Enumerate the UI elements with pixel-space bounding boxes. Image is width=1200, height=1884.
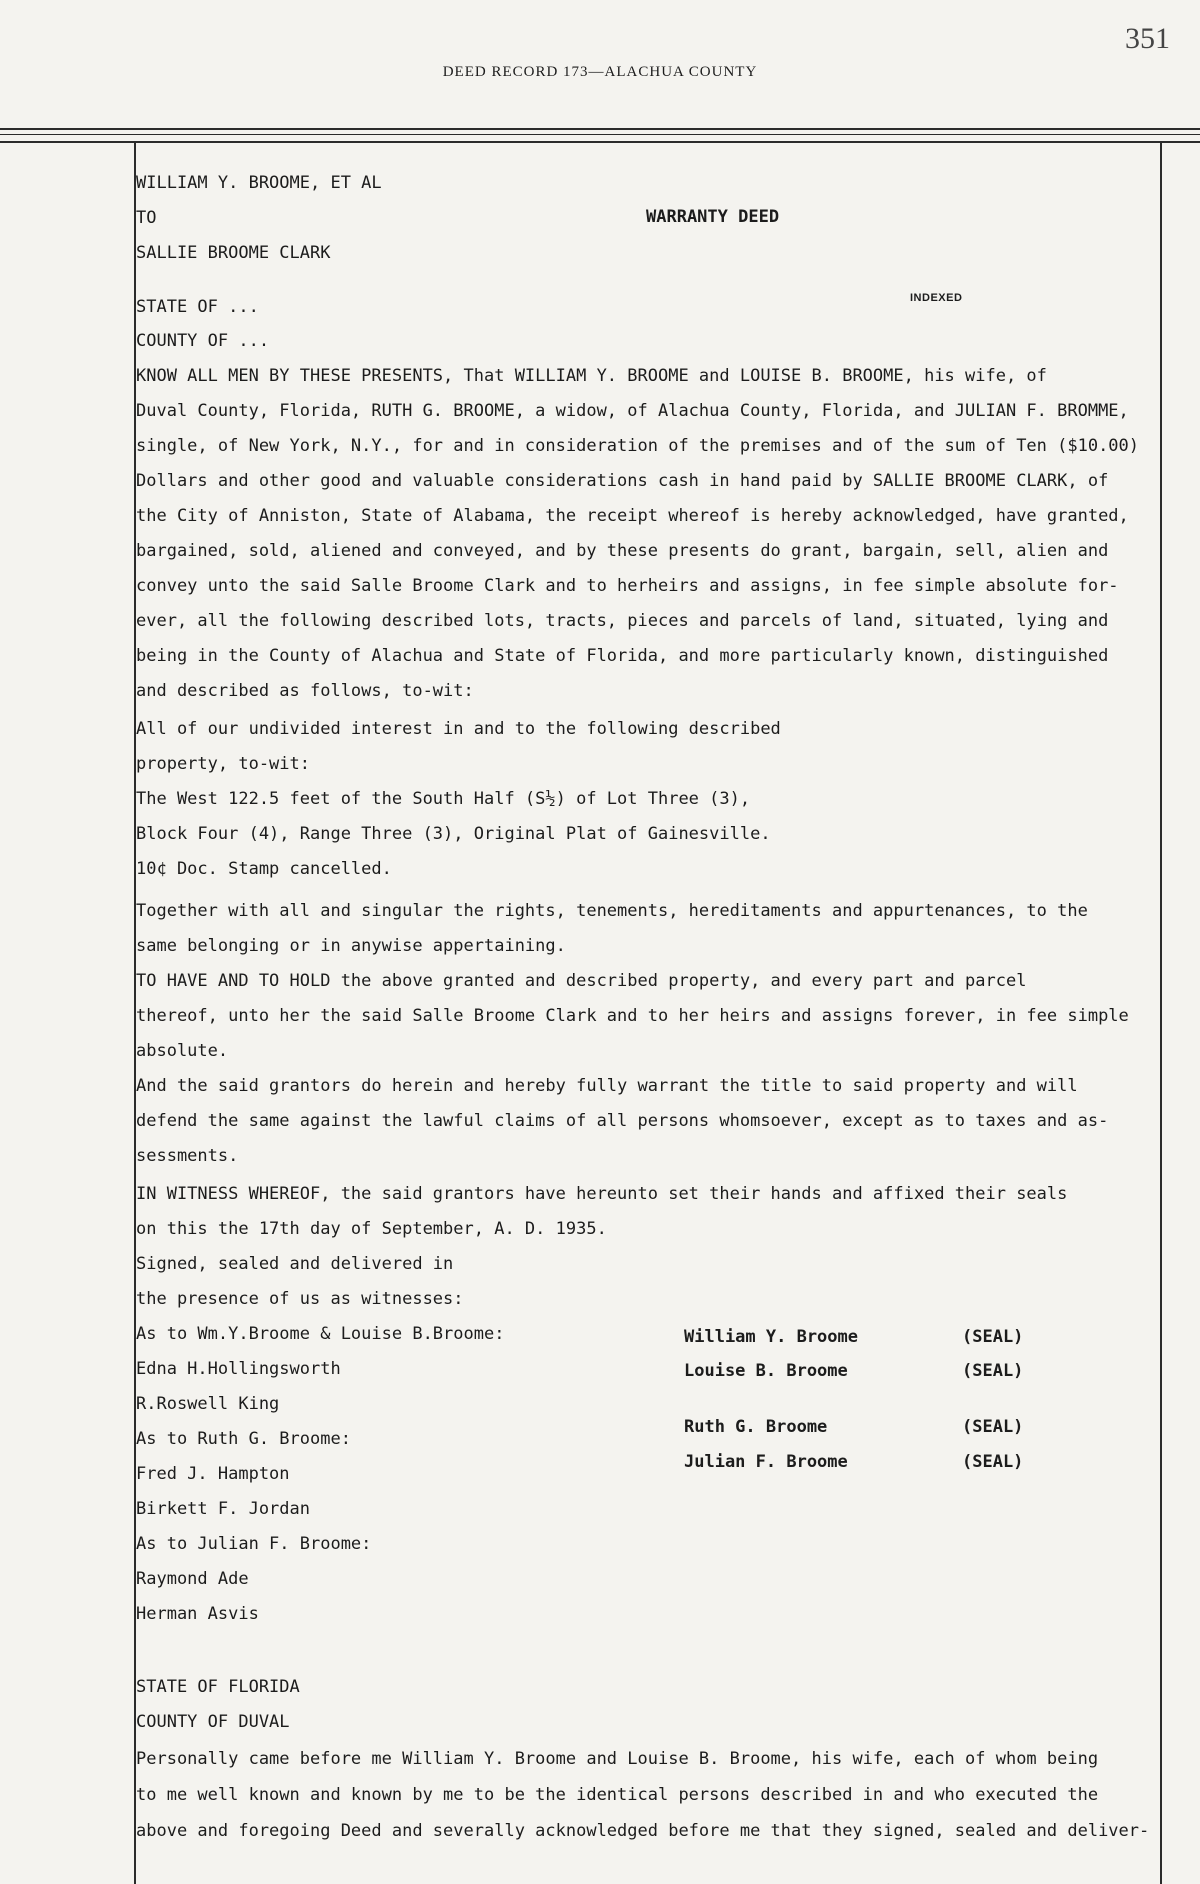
body-line: sessments. [136,1146,239,1166]
to-label: TO [136,208,157,228]
body-line: convey unto the said Salle Broome Clark and to herheirs and assigns, in fee simple absolute for- [136,576,1119,596]
body-line: bargained, sold, aliened and conveyed, and by these presents do grant, bargain, sell, alien and [136,541,1109,561]
indexed-stamp: INDEXED [910,292,963,304]
ack-line: to me well known and known by me to be the identical persons described in and who executed the [136,1785,1099,1805]
body-line: thereof, unto her the said Salle Broome Clark and to her heirs and assigns forever, in fee simple [136,1006,1129,1026]
grantor-name: WILLIAM Y. BROOME, ET AL [136,173,382,193]
body-line: absolute. [136,1041,229,1061]
body-line: defend the same against the lawful claims of all persons whomsoever, except as to taxes and as- [136,1111,1109,1131]
body-line: Dollars and other good and valuable considerations cash in hand paid by SALLIE BROOME CLARK, of [136,471,1109,491]
witness-line: Fred J. Hampton [136,1464,290,1484]
ack-line: above and foregoing Deed and severally acknowledged before me that they signed, sealed and deliver- [136,1821,1150,1841]
stamp-note: 10¢ Doc. Stamp cancelled. [136,859,392,879]
ack-state-heading: STATE OF FLORIDA [136,1677,300,1697]
body-line: TO HAVE AND TO HOLD the above granted and described property, and every part and parcel [136,971,1027,991]
witness-line: R.Roswell King [136,1394,280,1414]
witness-line: Raymond Ade [136,1569,249,1589]
body-line: same belonging or in anywise appertaining. [136,936,566,956]
right-margin-rule [1160,143,1162,1884]
witness-line: As to Wm.Y.Broome & Louise B.Broome: [136,1324,505,1344]
signature-name: William Y. Broome [684,1327,858,1347]
body-line: Duval County, Florida, RUTH G. BROOME, a widow, of Alachua County, Florida, and JULIAN F. BROMME, [136,401,1129,421]
body-line: ever, all the following described lots, tracts, pieces and parcels of land, situated, lying and [136,611,1109,631]
grantee-name: SALLIE BROOME CLARK [136,243,331,263]
body-line: the presence of us as witnesses: [136,1289,464,1309]
ack-line: Personally came before me William Y. Broome and Louise B. Broome, his wife, each of whom being [136,1749,1099,1769]
body-line: the City of Anniston, State of Alabama, the receipt whereof is hereby acknowledged, have granted, [136,506,1129,526]
signature-name: Julian F. Broome [684,1452,848,1472]
body-line: IN WITNESS WHEREOF, the said grantors have hereunto set their hands and affixed their seals [136,1184,1068,1204]
body-line: and described as follows, to-wit: [136,681,474,701]
signature-seal: (SEAL) [962,1361,1024,1381]
page-number: 351 [1125,22,1170,55]
county-heading: COUNTY OF ... [136,331,270,351]
witness-line: Herman Asvis [136,1604,259,1624]
body-line: Signed, sealed and delivered in [136,1254,454,1274]
deed-type: WARRANTY DEED [646,207,780,227]
body-line: KNOW ALL MEN BY THESE PRESENTS, That WILLIAM Y. BROOME and LOUISE B. BROOME, his wife, of [136,366,1047,386]
body-line: And the said grantors do herein and hereby fully warrant the title to said property and will [136,1076,1078,1096]
header-rule-middle [0,134,1200,135]
property-line: The West 122.5 feet of the South Half (S½) of Lot Three (3), [136,789,751,809]
witness-line: Birkett F. Jordan [136,1499,310,1519]
header-rule-bottom [0,141,1200,143]
signature-name: Ruth G. Broome [684,1417,828,1437]
witness-line: Edna H.Hollingsworth [136,1359,341,1379]
signature-seal: (SEAL) [962,1452,1024,1472]
state-heading: STATE OF ... [136,297,259,317]
witness-line: As to Ruth G. Broome: [136,1429,351,1449]
signature-seal: (SEAL) [962,1417,1024,1437]
body-line: single, of New York, N.Y., for and in consideration of the premises and of the sum of Ten ($10.00) [136,436,1140,456]
property-line: Block Four (4), Range Three (3), Original Plat of Gainesville. [136,824,771,844]
body-line: on this the 17th day of September, A. D. 1935. [136,1219,607,1239]
property-line: All of our undivided interest in and to the following described [136,719,781,739]
signature-name: Louise B. Broome [684,1361,848,1381]
ack-county-heading: COUNTY OF DUVAL [136,1712,290,1732]
body-line: Together with all and singular the rights, tenements, hereditaments and appurtenances, to the [136,901,1088,921]
header-rule-top [0,128,1200,130]
property-line: property, to-wit: [136,754,310,774]
body-line: being in the County of Alachua and State of Florida, and more particularly known, distinguished [136,646,1109,666]
page-title: DEED RECORD 173—ALACHUA COUNTY [442,64,758,80]
signature-seal: (SEAL) [962,1327,1024,1347]
witness-line: As to Julian F. Broome: [136,1534,372,1554]
